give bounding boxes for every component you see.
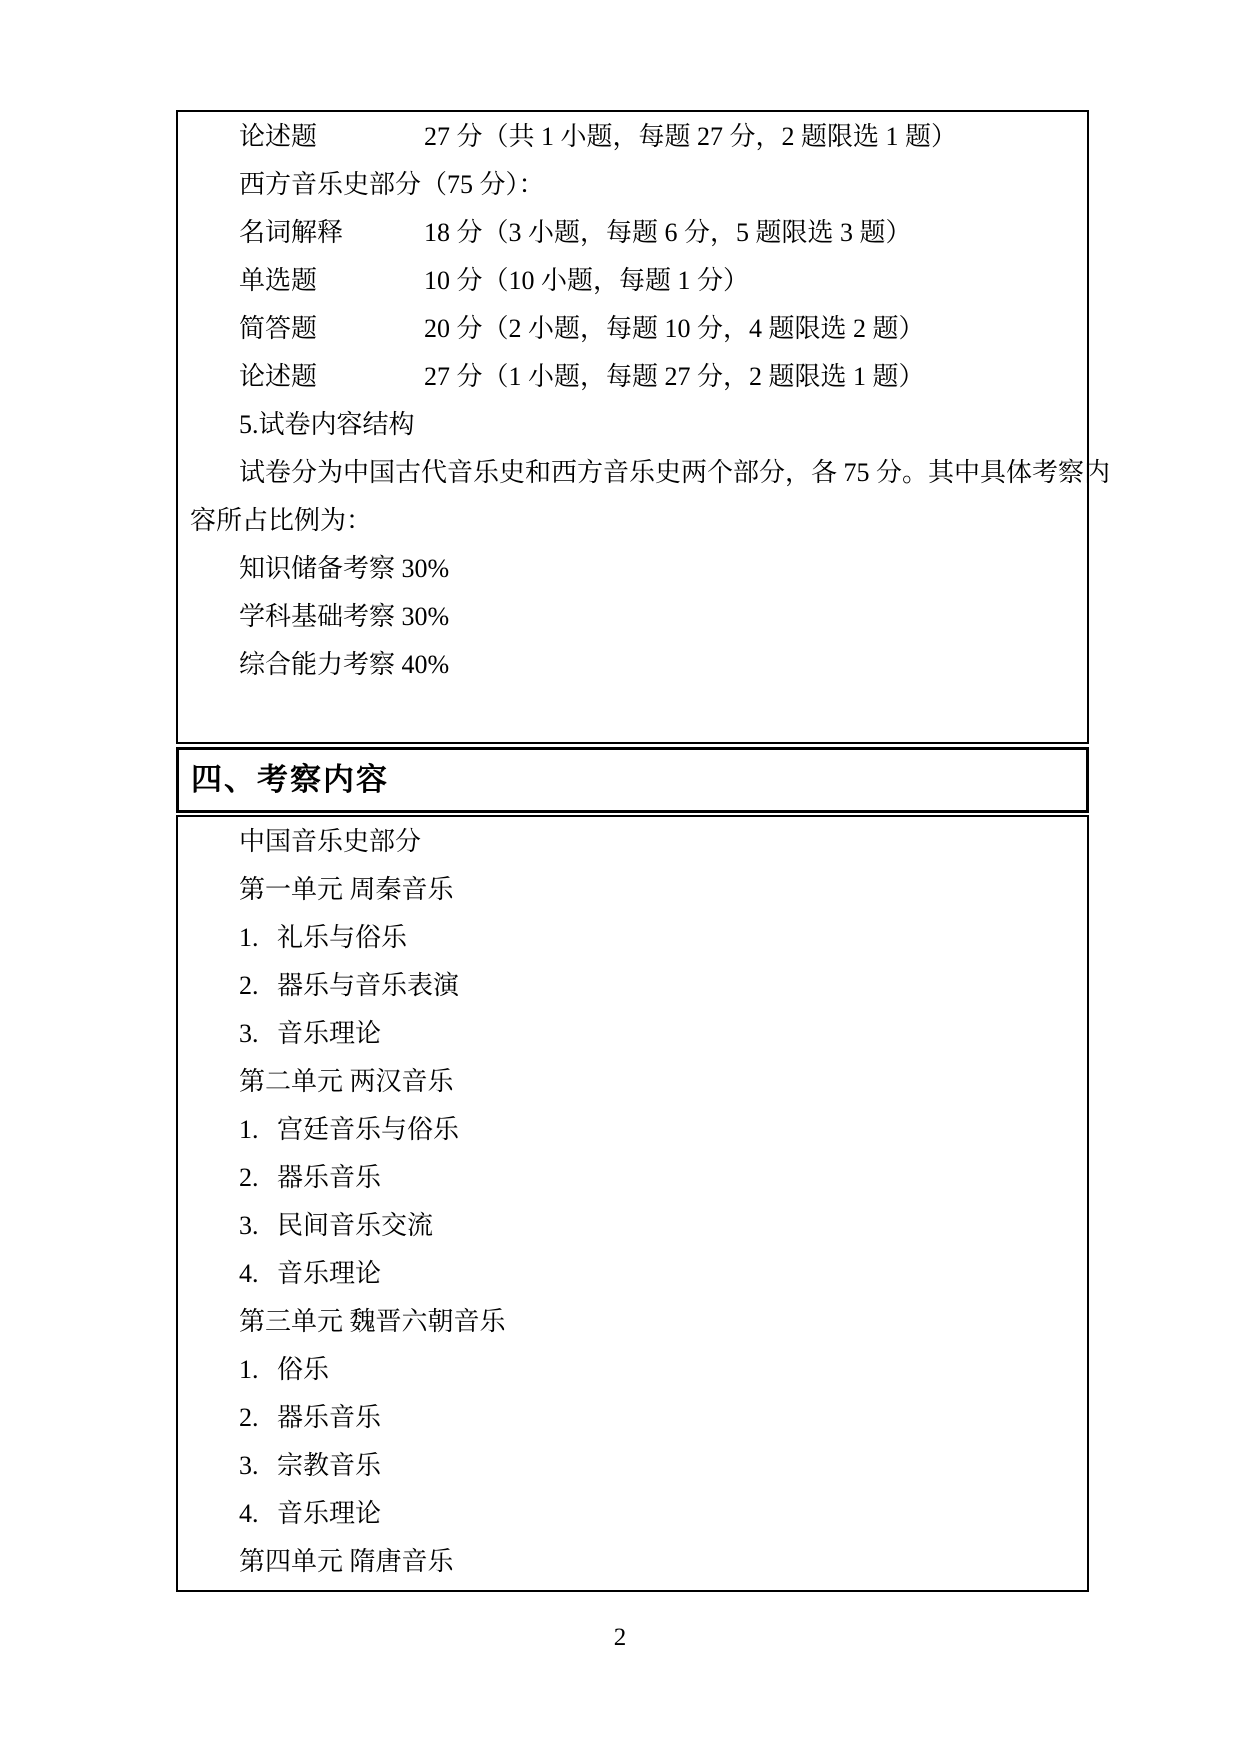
- content-line: [190, 1154, 1077, 1202]
- item-number: 4.: [239, 1499, 259, 1528]
- content-line: [190, 1394, 1077, 1442]
- section-4-header: [176, 747, 1089, 813]
- structure-heading: 5.试卷内容结构: [239, 410, 415, 439]
- proportion-row: 综合能力考察 40%: [239, 650, 450, 679]
- item-text: 俗乐: [277, 1355, 330, 1384]
- content-line: [190, 1346, 1077, 1394]
- item-number: 4.: [239, 1259, 259, 1288]
- paragraph-line: 容所占比例为：: [190, 506, 373, 535]
- score-row-label: 单选题: [239, 266, 318, 295]
- item-text: 音乐理论: [277, 1499, 382, 1528]
- item-text: 音乐理论: [277, 1259, 382, 1288]
- item-number: 2.: [239, 971, 259, 1000]
- score-row: [190, 353, 1077, 401]
- proportion-row: 知识储备考察 30%: [239, 554, 450, 583]
- item-text: 器乐音乐: [277, 1163, 382, 1192]
- score-row-label: 论述题: [239, 362, 318, 391]
- content-line: 中国音乐史部分: [239, 827, 422, 856]
- item-number: 3.: [239, 1211, 259, 1240]
- item-text: 礼乐与俗乐: [277, 923, 408, 952]
- item-text: 民间音乐交流: [277, 1211, 434, 1240]
- score-row-label: 名词解释: [239, 218, 344, 247]
- score-row-value: 27 分（共 1 小题，每题 27 分，2 题限选 1 题）: [424, 122, 958, 151]
- item-number: 3.: [239, 1019, 259, 1048]
- item-number: 1.: [239, 1115, 259, 1144]
- western-section-heading: 西方音乐史部分（75 分）：: [239, 170, 545, 199]
- item-text: 宗教音乐: [277, 1451, 382, 1480]
- item-text: 器乐音乐: [277, 1403, 382, 1432]
- page-number: 2: [613, 1624, 627, 1651]
- score-row-value: 20 分（2 小题，每题 10 分，4 题限选 2 题）: [424, 314, 925, 343]
- content-line: [190, 914, 1077, 962]
- item-number: 2.: [239, 1403, 259, 1432]
- item-text: 音乐理论: [277, 1019, 382, 1048]
- score-row-label: 论述题: [239, 122, 318, 151]
- item-text: 器乐与音乐表演: [277, 971, 460, 1000]
- score-row-value: 10 分（10 小题，每题 1 分）: [424, 266, 750, 295]
- item-number: 2.: [239, 1163, 259, 1192]
- score-row: [190, 257, 1077, 305]
- content-line: [190, 1442, 1077, 1490]
- proportion-row: 学科基础考察 30%: [239, 602, 450, 631]
- item-text: 宫廷音乐与俗乐: [277, 1115, 460, 1144]
- item-number: 1.: [239, 1355, 259, 1384]
- content-line: [190, 1106, 1077, 1154]
- score-row-value: 27 分（1 小题，每题 27 分，2 题限选 1 题）: [424, 362, 925, 391]
- score-row-value: 18 分（3 小题，每题 6 分，5 题限选 3 题）: [424, 218, 912, 247]
- paragraph-line: 试卷分为中国古代音乐史和西方音乐史两个部分，各 75 分。其中具体考察内: [239, 458, 1111, 487]
- section-title: 四、考察内容: [191, 762, 389, 797]
- exam-structure-section: [176, 110, 1111, 744]
- content-line: [190, 1010, 1077, 1058]
- content-line: 第一单元 周秦音乐: [239, 875, 454, 904]
- content-line: 第二单元 两汉音乐: [239, 1067, 454, 1096]
- content-line: [190, 962, 1077, 1010]
- content-line: 第四单元 隋唐音乐: [239, 1547, 454, 1576]
- score-row: [190, 305, 1077, 353]
- score-row: [190, 209, 1077, 257]
- content-line: [190, 1250, 1077, 1298]
- item-number: 3.: [239, 1451, 259, 1480]
- item-number: 1.: [239, 923, 259, 952]
- exam-content-section: [176, 815, 1089, 1592]
- content-line: [190, 1490, 1077, 1538]
- score-row: [190, 113, 1077, 161]
- score-row-label: 简答题: [239, 314, 318, 343]
- content-line: [190, 1202, 1077, 1250]
- content-line: 第三单元 魏晋六朝音乐: [239, 1307, 506, 1336]
